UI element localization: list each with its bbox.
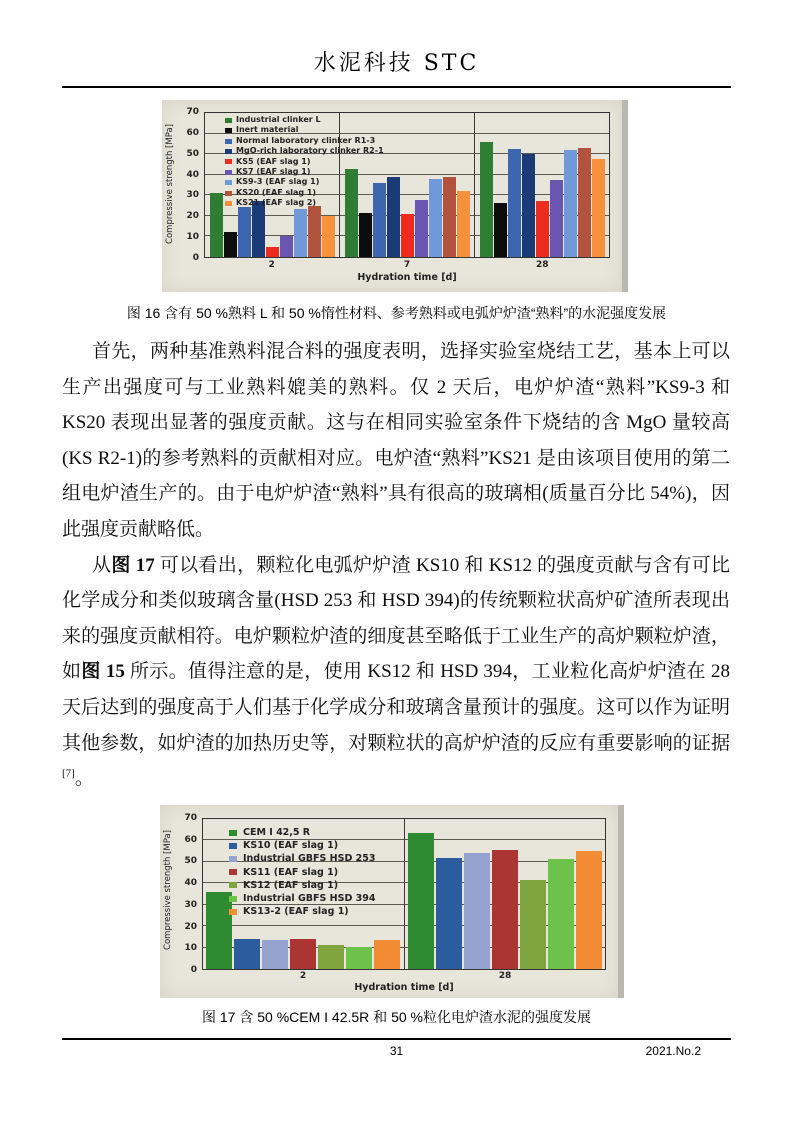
legend-swatch-icon [225,201,232,206]
legend-item [229,839,375,852]
y-tick-label: 20 [184,921,197,932]
plot-area [204,112,610,258]
citation-marker: [7] [62,767,75,780]
bar [210,193,223,257]
bar [548,859,574,969]
bar [252,201,265,257]
text-run: 首先，两种基准熟料混合料的强度表明，选择实验室烧结工艺，基本上可以生产出强度可与工业熟料媲美的熟料。仅 2 天后，电炉炉渣“熟料”KS9-3 和 KS20 表现出显著的强度贡献。这与在相同实验室条件下烧结的含 MgO 量较高(KS R2-1)的参考熟料的贡献相对应。电炉渣“熟料”KS21 是由该项目使用的第二组电炉渣生产的。由于电炉炉渣“熟料”具有很高的玻璃相(质量百分比 54%)，因此强度贡献略低。 [62,341,730,540]
bar [322,216,335,257]
y-tick-label: 40 [184,878,197,889]
legend-item [229,852,375,865]
body-text [62,334,730,797]
bar [224,232,237,257]
y-tick-label: 10 [186,232,199,243]
legend-item [229,826,375,839]
legend-item [229,905,375,918]
text-run: 所示。值得注意的是，使用 KS12 和 HSD 394，工业粒化高炉炉渣在 28 天后达到的强度高于人们基于化学成分和玻璃含量预计的强度。这可以作为证明其他参数，如炉渣的加热历史等，对颗粒状的高炉炉渣的反应有重要影响的证据 [62,661,730,754]
legend-item [225,157,384,167]
bar [359,213,372,257]
y-tick-label: 40 [186,169,199,180]
bar [290,939,316,969]
legend-swatch-icon [225,180,232,185]
y-axis-ticks [178,107,204,263]
bar [578,148,591,257]
bar [429,179,442,257]
legend-label: KS21 (EAF slag 2) [236,198,317,208]
y-tick-label: 70 [184,813,197,823]
figure-reference: 图 15 [81,661,125,683]
legend-item [225,167,384,177]
bar [494,203,507,258]
paragraph-1 [62,334,730,548]
legend-item [225,177,384,187]
x-tick-label: 28 [536,260,549,270]
bar [280,236,293,257]
y-tick-label: 60 [184,834,197,845]
bar [308,206,321,257]
y-tick-label: 30 [186,190,199,201]
plot-area [202,818,606,970]
bar [401,214,414,257]
legend-swatch-icon [229,882,237,888]
legend-item [225,136,384,146]
y-axis-title-area [162,100,178,292]
bar [408,833,434,969]
legend-swatch-icon [229,843,237,849]
y-axis-title: Compressive strength [MPa] [163,829,173,950]
x-axis-title: Hydration time [d] [354,982,454,993]
bar-group-day-28 [474,113,609,257]
bar [520,880,546,969]
y-tick-label: 70 [186,107,199,117]
bar [346,947,372,970]
legend-item [229,879,375,892]
chart-body [176,805,618,998]
legend-swatch-icon [225,170,232,175]
x-axis-title: Hydration time [d] [357,272,457,283]
bar [464,853,490,969]
legend-swatch-icon [229,909,237,915]
legend-label: KS12 (EAF slag 1) [243,879,339,891]
bar [522,154,535,257]
legend-item [225,146,384,156]
bar-group-day-28 [404,819,606,969]
legend-label: KS10 (EAF slag 1) [243,840,339,852]
bar [550,180,563,257]
legend-label: KS5 (EAF slag 1) [236,156,311,166]
chart-legend [225,115,384,209]
legend-item [225,115,384,125]
figure-16-caption: 图 16 含有 50 %熟料 L 和 50 %惰性材料、参考熟料或电弧炉炉渣“熟料”的水泥强度发展 [126,305,667,321]
legend-item [225,198,384,208]
bar [436,858,462,969]
bar [374,940,400,969]
y-axis-ticks [176,813,202,975]
legend-swatch-icon [225,149,232,154]
legend-label: Inert material [236,125,299,135]
legend-item [225,188,384,198]
y-tick-label: 50 [184,856,197,867]
legend-swatch-icon [229,869,237,875]
issue-number: 2021.No.2 [645,1044,701,1058]
paragraph-2 [62,548,730,797]
y-axis-title: Compressive strength [MPa] [165,124,175,245]
legend-label: KS7 (EAF slag 1) [236,167,311,177]
legend-label: Industrial GBFS HSD 253 [243,853,376,865]
x-tick-label: 7 [403,260,411,270]
legend-swatch-icon [229,896,237,902]
legend-label: Industrial GBFS HSD 394 [243,893,376,905]
bar [592,159,605,257]
legend-swatch-icon [225,159,232,164]
legend-label: MgO-rich laboratory clinker R2-1 [236,146,384,156]
bar [576,851,602,969]
x-tick-label: 2 [268,260,275,270]
x-tick-label: 28 [498,971,512,981]
bar [415,200,428,257]
y-tick-label: 0 [192,253,199,263]
x-tick-label: 2 [299,971,307,981]
bar [234,939,260,969]
legend-label: KS20 (EAF slag 1) [236,187,317,197]
bar [480,142,493,257]
figure-17-chart [160,805,618,998]
bar [564,150,577,257]
text-run: 。 [74,768,94,790]
legend-label: KS11 (EAF slag 1) [243,866,339,878]
legend-swatch-icon [225,191,232,196]
figure-reference: 图 17 [111,554,155,576]
y-tick-label: 10 [184,943,197,954]
bar [443,177,456,257]
journal-title: 水泥科技 STC [313,51,480,76]
legend-swatch-icon [229,856,237,862]
y-tick-label: 30 [184,899,197,910]
chart-body [178,100,622,292]
x-axis-tick-labels [202,970,606,982]
y-tick-label: 20 [186,211,199,222]
legend-label: CEM I 42,5 R [243,827,311,838]
legend-item [229,866,375,879]
legend-item [229,892,375,905]
bar [508,149,521,257]
footer-divider [62,1038,731,1040]
y-tick-label: 60 [186,127,199,138]
y-tick-label: 50 [186,148,199,159]
legend-swatch-icon [229,830,237,836]
x-axis-tick-labels [204,258,610,272]
y-tick-label: 0 [190,965,197,975]
y-axis-title-area [160,805,176,998]
figure-17-caption: 图 17 含 50 %CEM I 42.5R 和 50 %粒化电炉渣水泥的强度发展 [202,1009,591,1025]
legend-swatch-icon [225,139,232,144]
legend-swatch-icon [225,118,232,123]
legend-label: KS13-2 (EAF slag 1) [243,906,349,918]
bar [457,191,470,257]
bar [266,247,279,257]
figure-16-chart [162,100,622,292]
bar [536,201,549,257]
chart-legend [229,826,375,918]
text-run: 可以看出，颗粒化电弧炉炉渣 KS10 和 KS12 的强度贡献与含有可比化学成分和类似玻璃含量(HSD 253 和 HSD 394)的传统颗粒状高炉矿渣所表现出来的强度贡献相符。电炉颗粒炉渣的细度甚至略低于工业生产的高炉颗粒炉渣，如 [62,554,730,683]
page-number: 31 [389,1044,404,1058]
legend-label: Normal laboratory clinker R1-3 [236,135,376,145]
header-divider [62,86,731,88]
legend-swatch-icon [225,128,232,133]
text-run: 从 [92,554,112,576]
legend-label: Industrial clinker L [236,115,321,124]
bar [318,945,344,969]
bar [387,177,400,257]
legend-item [225,125,384,135]
bar [262,940,288,969]
bar [294,209,307,257]
bar [492,850,518,969]
bar [238,207,251,257]
legend-label: KS9-3 (EAF slag 1) [236,177,320,187]
